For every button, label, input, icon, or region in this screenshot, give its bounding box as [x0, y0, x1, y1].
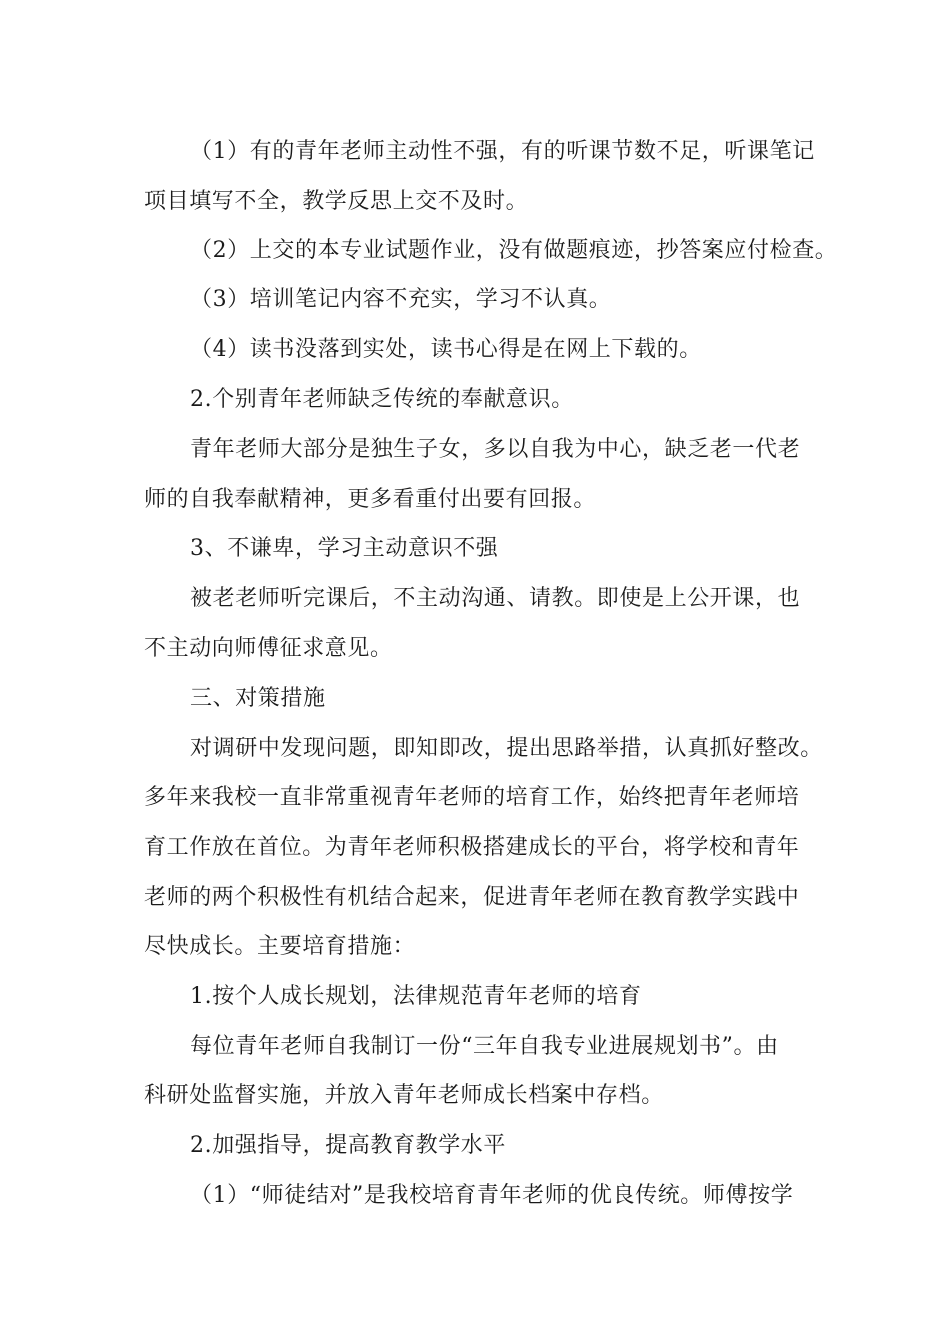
paragraph-line: （1）“师徒结对”是我校培育青年老师的优良传统。师傅按学	[190, 1183, 794, 1208]
section-heading: 2.加强指导，提高教育教学水平	[190, 1133, 506, 1158]
paragraph-line: 科研处监督实施，并放入青年老师成长档案中存档。	[144, 1083, 664, 1108]
paragraph-line: （1）有的青年老师主动性不强，有的听课节数不足，听课笔记	[190, 139, 815, 164]
section-heading: 1.按个人成长规划，法律规范青年老师的培育	[190, 984, 642, 1009]
paragraph-line: （3）培训笔记内容不充实，学习不认真。	[190, 287, 612, 312]
paragraph-line: 师的自我奉献精神，更多看重付出要有回报。	[144, 487, 597, 512]
paragraph-line: 对调研中发现问题，即知即改，提出思路举措，认真抓好整改。	[190, 736, 823, 761]
paragraph-line: （2）上交的本专业试题作业，没有做题痕迹，抄答案应付检查。	[190, 238, 838, 263]
paragraph-line: 不主动向师傅征求意见。	[144, 636, 393, 661]
section-heading: 2.个别青年老师缺乏传统的奉献意识。	[190, 387, 574, 412]
paragraph-line: 青年老师大部分是独生子女，多以自我为中心，缺乏老一代老	[190, 437, 801, 462]
paragraph-line: 老师的两个积极性有机结合起来，促进青年老师在教育教学实践中	[144, 885, 800, 910]
paragraph-line: 被老老师听完课后，不主动沟通、请教。即使是上公开课，也	[190, 586, 801, 611]
paragraph-line: 项目填写不全，教学反思上交不及时。	[144, 189, 529, 214]
section-heading: 三、对策措施	[190, 686, 326, 711]
paragraph-line: 每位青年老师自我制订一份“三年自我专业进展规划书”。由	[190, 1034, 779, 1059]
section-heading: 3、不谦卑，学习主动意识不强	[190, 536, 499, 561]
paragraph-line: 多年来我校一直非常重视青年老师的培育工作，始终把青年老师培	[144, 785, 800, 810]
paragraph-line: 尽快成长。主要培育措施：	[144, 934, 416, 959]
paragraph-line: 育工作放在首位。为青年老师积极搭建成长的平台，将学校和青年	[144, 835, 800, 860]
paragraph-line: （4）读书没落到实处，读书心得是在网上下载的。	[190, 337, 702, 362]
